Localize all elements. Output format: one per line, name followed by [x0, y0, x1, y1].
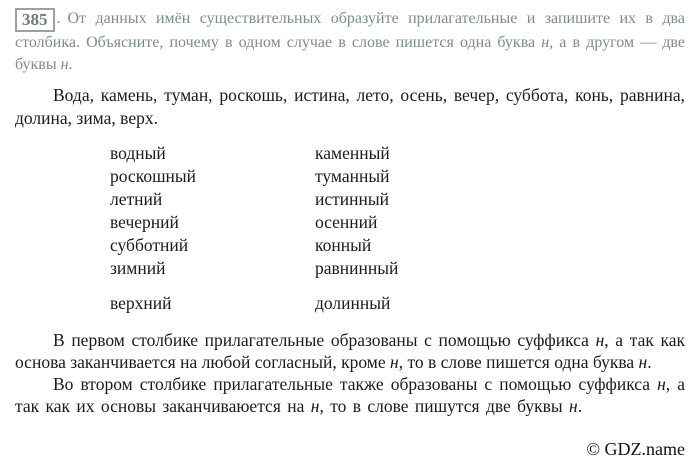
instruction-text: От данных имён существительных образуйте прилагательные и запишите их в два столбика. Объясните, почему в одном случае в слове пишется одна буква: [15, 10, 685, 51]
instruction-text: , а в другом — две буквы: [15, 34, 685, 73]
adjective-item: каменный: [315, 143, 390, 163]
column-one: [110, 142, 315, 315]
column-two: [315, 142, 520, 315]
instruction-text: .: [68, 56, 73, 73]
exercise-number-box: [15, 8, 55, 32]
adjective-item: долинный: [315, 293, 391, 313]
exercise-number-period: .: [56, 10, 61, 27]
exercise-number: 385: [22, 10, 48, 29]
explanation-text: , то в слове пишется одна буква: [398, 352, 639, 372]
adjective-item: верхний: [110, 293, 172, 313]
adjective-item: субботний: [110, 235, 189, 255]
suffix-letter-n: н: [657, 374, 666, 394]
adjective-item: вечерний: [110, 212, 179, 232]
explanation-text: В первом столбике прилагательные образованы с помощью суффикса: [53, 330, 596, 350]
noun-word-list: Вода, камень, туман, роскошь, истина, лето, осень, вечер, суббота, конь, равнина, долина, зима, верх.: [15, 85, 685, 128]
explanation-text: , а так как основа заканчивается на любой согласный, кроме: [15, 330, 685, 372]
explanation-paragraph-1: [15, 329, 685, 373]
adjective-item: зимний: [110, 258, 166, 278]
explanation-text: Во втором столбике прилагательные также образованы с помощью суффикса: [53, 374, 658, 394]
adjective-item: конный: [315, 235, 372, 255]
instruction-letter-n: н: [541, 34, 550, 51]
suffix-letter-n: н: [569, 396, 578, 416]
instruction-letter-n: н: [60, 56, 69, 73]
suffix-letter-n: н: [638, 352, 648, 372]
explanation-text: .: [577, 396, 583, 416]
adjective-item: равнинный: [315, 258, 399, 278]
adjective-columns: [110, 142, 685, 315]
adjective-item: роскошный: [110, 166, 197, 186]
explanation-text: , то в слове пишутся две буквы: [319, 396, 570, 416]
explanation-paragraph-2: [15, 373, 685, 417]
adjective-item: летний: [110, 189, 163, 209]
adjective-item: водный: [110, 143, 166, 163]
adjective-item: осенний: [315, 212, 378, 232]
suffix-letter-n: н: [595, 330, 605, 350]
gdz-watermark: © GDZ.name: [586, 439, 685, 459]
explanation-text: .: [647, 352, 652, 372]
suffix-letter-n: н: [310, 396, 320, 416]
adjective-item: истинный: [315, 189, 389, 209]
adjective-item: туманный: [315, 166, 390, 186]
task-instruction: [15, 8, 685, 76]
suffix-letter-n: н: [390, 352, 399, 372]
explanation-text: , а так как их основы заканчиваюется на: [15, 374, 685, 416]
